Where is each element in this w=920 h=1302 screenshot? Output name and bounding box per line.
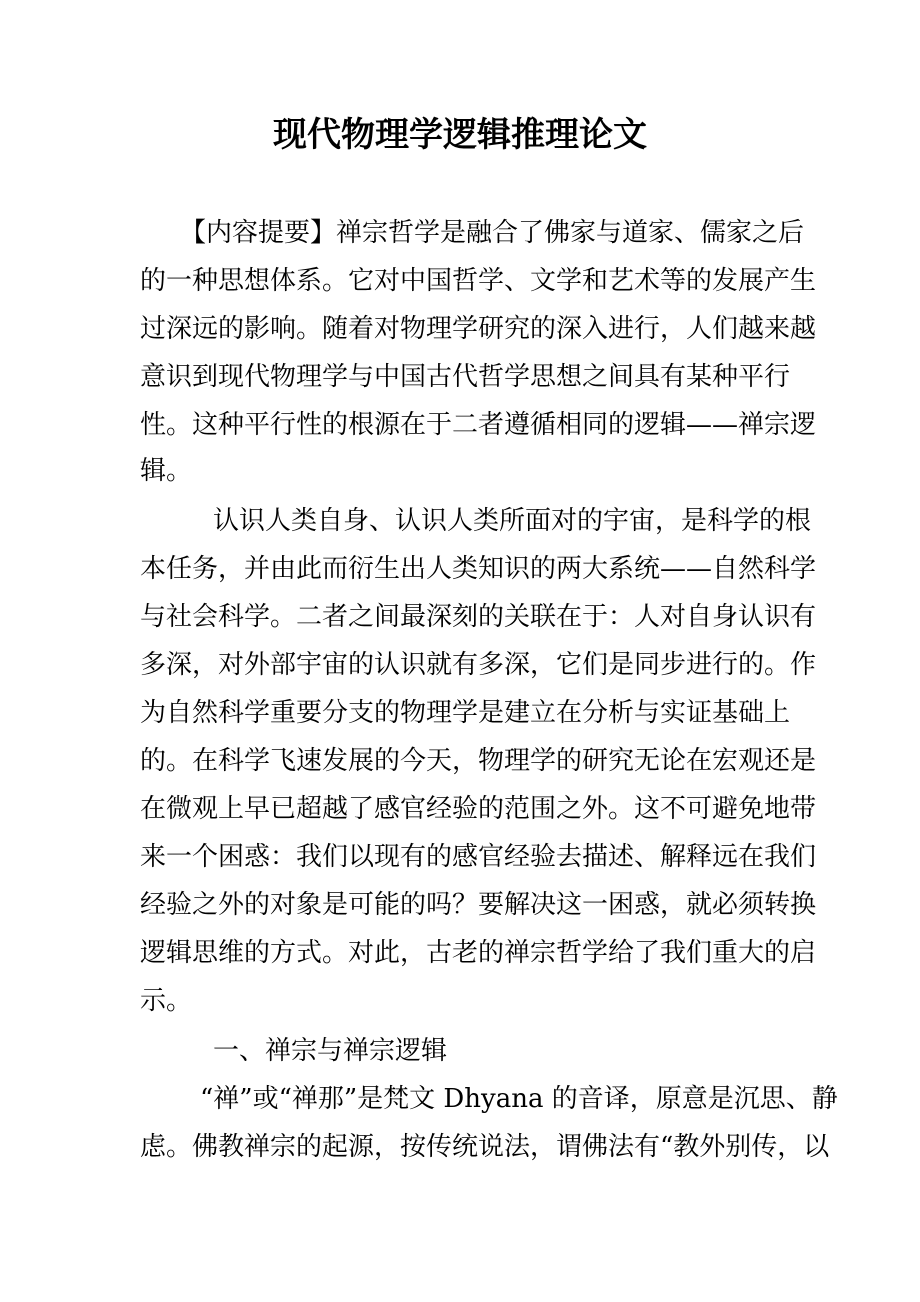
text-line: 逻辑思维的方式。对此，古老的禅宗哲学给了我们重大的启	[140, 938, 817, 968]
text-line: 的一种思想体系。它对中国哲学、文学和艺术等的发展产生	[140, 266, 817, 296]
text-line: 来一个困惑：我们以现有的感官经验去描述、解释远在我们	[140, 842, 817, 872]
text-line: 本任务，并由此而衍生出人类知识的两大系统——自然科学	[140, 554, 817, 584]
text-line: 的。在科学飞速发展的今天，物理学的研究无论在宏观还是	[140, 746, 817, 776]
document-title: 现代物理学逻辑推理论文	[273, 115, 647, 155]
text-line: 为自然科学重要分支的物理学是建立在分析与实证基础上	[140, 698, 791, 728]
text-line: 示。	[140, 986, 193, 1016]
text-line: “禅”或“禅那”是梵文 Dhyana 的音译，原意是沉思、静	[200, 1084, 838, 1114]
text-line: 虑。佛教禅宗的起源，按传统说法，谓佛法有“教外别传，以	[140, 1132, 830, 1162]
text-line: 辑。	[140, 456, 193, 486]
text-line: 经验之外的对象是可能的吗？要解决这一困惑，就必须转换	[140, 890, 817, 920]
text-line: 多深，对外部宇宙的认识就有多深，它们是同步进行的。作	[140, 650, 817, 680]
text-line: 意识到现代物理学与中国古代哲学思想之间具有某种平行	[140, 362, 791, 392]
text-line: 在微观上早已超越了感官经验的范围之外。这不可避免地带	[140, 794, 817, 824]
text-line: 认识人类自身、认识人类所面对的宇宙，是科学的根	[213, 506, 812, 536]
text-line: 性。这种平行性的根源在于二者遵循相同的逻辑——禅宗逻	[140, 410, 817, 440]
text-line: 过深远的影响。随着对物理学研究的深入进行，人们越来越	[140, 314, 817, 344]
text-line: 与社会科学。二者之间最深刻的关联在于：人对自身认识有	[140, 602, 817, 632]
text-line: 【内容提要】禅宗哲学是融合了佛家与道家、儒家之后	[180, 218, 805, 248]
section-heading: 一、禅宗与禅宗逻辑	[213, 1036, 448, 1066]
